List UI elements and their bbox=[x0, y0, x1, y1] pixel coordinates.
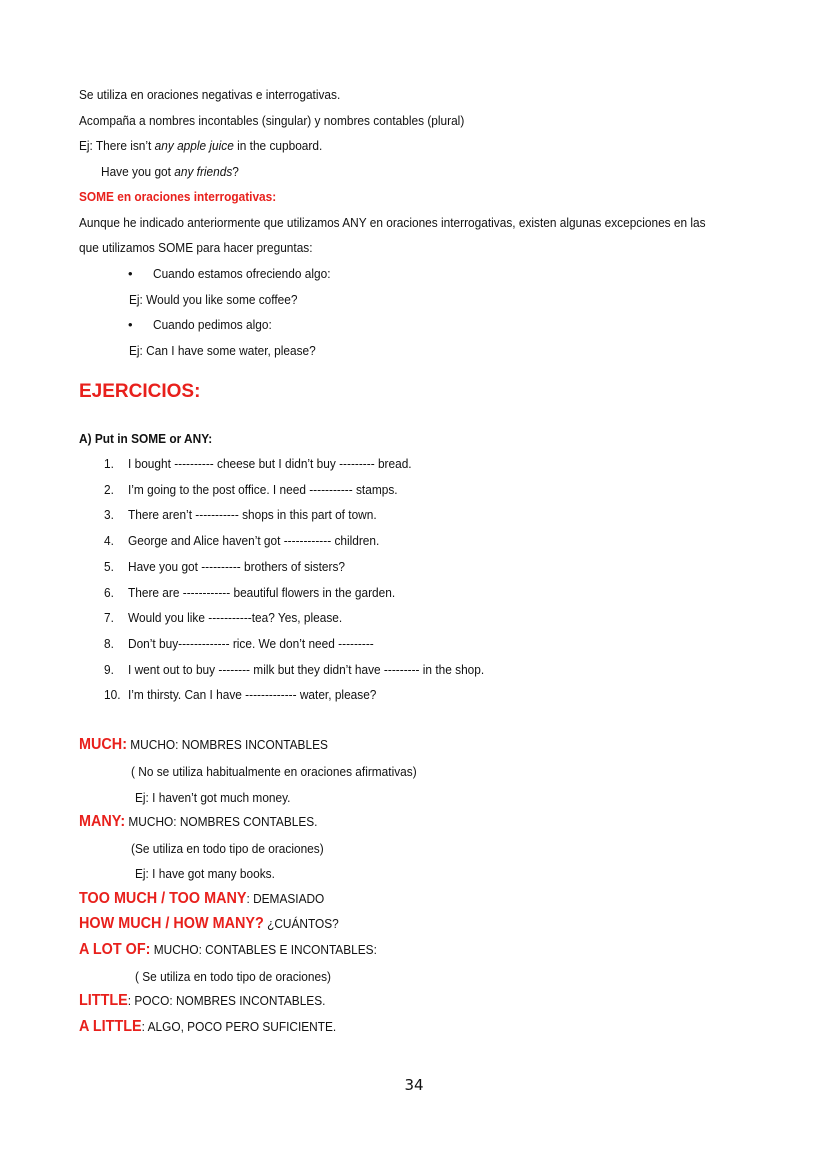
little-text: : POCO: NOMBRES INCONTABLES. bbox=[127, 993, 326, 1008]
little-line bbox=[79, 993, 325, 1009]
bullet-icon: • bbox=[128, 317, 133, 332]
alot-note: ( Se utiliza en todo tipo de oraciones) bbox=[135, 969, 331, 984]
how-label: HOW MUCH / HOW MANY? bbox=[79, 915, 264, 932]
some-paragraph-line-1: Aunque he indicado anteriormente que utilizamos ANY en oraciones interrogativas, existen algunas excepciones en las bbox=[79, 215, 706, 230]
example-italic: any friends bbox=[174, 164, 233, 179]
exercise-text: Don’t buy------------- rice. We don’t need --------- bbox=[128, 636, 374, 651]
how-line bbox=[79, 916, 339, 932]
many-line bbox=[79, 814, 317, 830]
exercise-text: I’m going to the post office. I need ----------- stamps. bbox=[128, 482, 398, 497]
exercise-number: 9. bbox=[104, 662, 114, 677]
exercise-text: There are ------------ beautiful flowers in the garden. bbox=[128, 585, 396, 600]
exercise-number: 3. bbox=[104, 507, 114, 522]
some-paragraph-line-2: que utilizamos SOME para hacer preguntas: bbox=[79, 240, 313, 255]
some-bullet-1: Cuando estamos ofreciendo algo: bbox=[153, 266, 331, 281]
too-label: TOO MUCH / TOO MANY bbox=[79, 890, 247, 907]
many-note: (Se utiliza en todo tipo de oraciones) bbox=[131, 841, 324, 856]
some-example-2: Ej: Can I have some water, please? bbox=[129, 343, 316, 358]
much-example: Ej: I haven’t got much money. bbox=[135, 790, 291, 805]
example-italic: any apple juice bbox=[154, 138, 234, 153]
much-note: ( No se utiliza habitualmente en oraciones afirmativas) bbox=[131, 764, 417, 779]
exercise-text: I went out to buy -------- milk but they didn’t have --------- in the shop. bbox=[128, 662, 485, 677]
much-label: MUCH: bbox=[79, 736, 127, 753]
some-bullet-2: Cuando pedimos algo: bbox=[153, 317, 272, 332]
exercise-number: 6. bbox=[104, 585, 114, 600]
alittle-text: : ALGO, POCO PERO SUFICIENTE. bbox=[141, 1019, 337, 1034]
bullet-icon: • bbox=[128, 266, 133, 281]
little-label: LITTLE bbox=[79, 992, 128, 1009]
exercise-number: 4. bbox=[104, 533, 114, 548]
alittle-line bbox=[79, 1019, 336, 1035]
exercise-text: I bought ---------- cheese but I didn’t buy --------- bread. bbox=[128, 456, 412, 471]
exercise-number: 5. bbox=[104, 559, 114, 574]
alittle-label: A LITTLE bbox=[79, 1018, 142, 1035]
exercise-text: George and Alice haven’t got ------------ children. bbox=[128, 533, 380, 548]
exercise-text: Would you like -----------tea? Yes, please. bbox=[128, 610, 343, 625]
example-text: in the cupboard. bbox=[233, 138, 323, 153]
much-line bbox=[79, 737, 328, 753]
intro-example-1 bbox=[79, 138, 322, 154]
many-label: MANY: bbox=[79, 813, 126, 830]
how-text: ¿CUÁNTOS? bbox=[263, 916, 339, 931]
too-line bbox=[79, 891, 324, 907]
exercise-text: Have you got ---------- brothers of sisters? bbox=[128, 559, 345, 574]
example-text: Have you got bbox=[101, 164, 175, 179]
page-number: 34 bbox=[404, 1076, 424, 1094]
intro-line-1: Se utiliza en oraciones negativas e interrogativas. bbox=[79, 87, 341, 102]
intro-example-2 bbox=[101, 164, 239, 180]
alot-line bbox=[79, 942, 377, 958]
many-example: Ej: I have got many books. bbox=[135, 866, 275, 881]
exercises-heading: EJERCICIOS: bbox=[79, 381, 201, 402]
exercise-number: 2. bbox=[104, 482, 114, 497]
alot-label: A LOT OF: bbox=[79, 941, 151, 958]
exercise-text: I’m thirsty. Can I have ------------- water, please? bbox=[128, 687, 377, 702]
exercise-number: 1. bbox=[104, 456, 114, 471]
too-text: : DEMASIADO bbox=[246, 891, 325, 906]
exercises-subheading: A) Put in SOME or ANY: bbox=[79, 431, 213, 446]
much-text: MUCHO: NOMBRES INCONTABLES bbox=[126, 737, 328, 752]
exercise-number: 7. bbox=[104, 610, 114, 625]
example-text: Ej: There isn’t bbox=[79, 138, 155, 153]
exercise-text: There aren’t ----------- shops in this part of town. bbox=[128, 507, 377, 522]
exercise-number: 8. bbox=[104, 636, 114, 651]
some-example-1: Ej: Would you like some coffee? bbox=[129, 292, 298, 307]
alot-text: MUCHO: CONTABLES E INCONTABLES: bbox=[150, 942, 377, 957]
example-text: ? bbox=[232, 164, 239, 179]
many-text: MUCHO: NOMBRES CONTABLES. bbox=[125, 814, 318, 829]
intro-line-2: Acompaña a nombres incontables (singular) y nombres contables (plural) bbox=[79, 113, 465, 128]
some-heading: SOME en oraciones interrogativas: bbox=[79, 189, 277, 204]
exercise-number: 10. bbox=[104, 687, 121, 702]
